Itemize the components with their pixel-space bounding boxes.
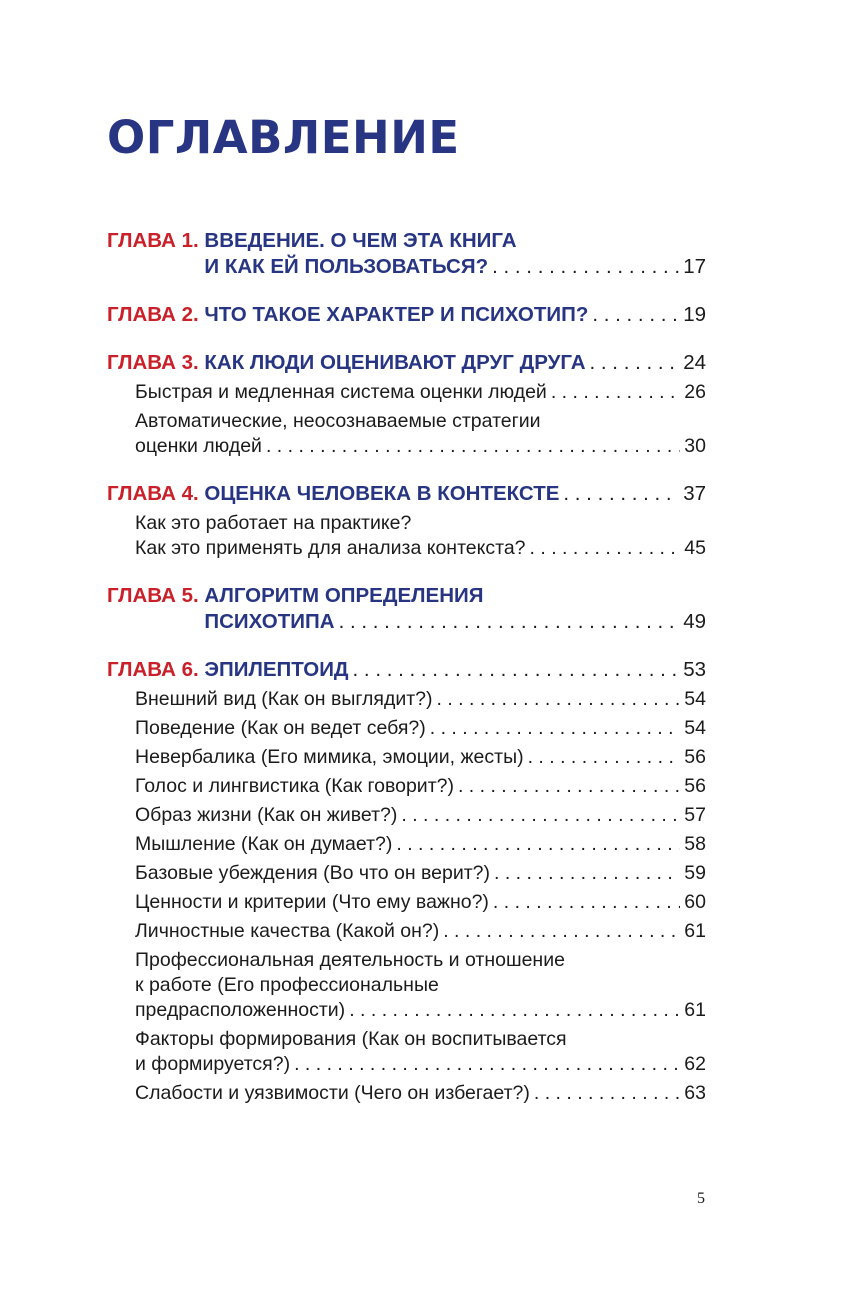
section-page-number: 61 [684,999,706,1021]
section-title: Ценности и критерии (Что ему важно?) [135,891,489,913]
chapter-page-number: 19 [683,303,706,326]
section-title: Образ жизни (Как он живет?) [135,804,398,826]
chapter-entry[interactable] [107,481,706,561]
dot-leader [443,919,680,944]
chapter-page-number: 24 [683,351,706,374]
chapter-title: ОЦЕНКА ЧЕЛОВЕКА В КОНТЕКСТЕ [204,482,560,505]
dot-leader [551,380,680,405]
section-entry[interactable] [135,716,706,741]
chapter-label: ГЛАВА 3. [107,351,199,374]
section-last-line [135,380,706,405]
chapter-title-last-line [204,609,706,635]
dot-leader [592,302,679,328]
chapter-title: КАК ЛЮДИ ОЦЕНИВАЮТ ДРУГ ДРУГА [204,351,586,374]
section-list [135,511,706,561]
section-entry[interactable] [135,919,706,944]
dot-leader [401,803,680,828]
section-entry[interactable] [135,511,706,561]
chapter-title-last-line [204,254,706,280]
dot-leader [528,745,681,770]
section-entry[interactable] [135,948,706,1023]
chapter-entry[interactable] [107,302,706,328]
chapter-heading [107,350,706,376]
chapter-entry[interactable] [107,657,706,1106]
dot-leader [430,716,681,741]
section-last-line [135,774,706,799]
chapter-title: И КАК ЕЙ ПОЛЬЗОВАТЬСЯ? [204,255,489,278]
chapter-title-last-line [204,657,706,683]
table-of-contents [107,228,706,1110]
section-page-number: 26 [684,381,706,403]
section-entry[interactable] [135,1027,706,1077]
section-page-number: 45 [684,537,706,559]
section-page-number: 57 [684,804,706,826]
section-page-number: 56 [684,775,706,797]
chapter-title-block [204,657,706,683]
chapter-title-block [204,228,706,280]
dot-leader [349,998,680,1023]
section-last-line [135,861,706,886]
chapter-label: ГЛАВА 2. [107,303,199,326]
section-title: Голос и лингвистика (Как говорит?) [135,775,454,797]
section-title: Личностные качества (Какой он?) [135,920,440,942]
section-title: Мышление (Как он думает?) [135,833,393,855]
chapter-page-number: 37 [683,482,706,505]
dot-leader [530,536,681,561]
chapter-title: ЧТО ТАКОЕ ХАРАКТЕР И ПСИХОТИП? [204,303,589,326]
chapter-title-line: АЛГОРИТМ ОПРЕДЕЛЕНИЯ [204,584,484,607]
section-last-line [135,832,706,857]
section-title: и формируется?) [135,1053,291,1075]
section-title-line: к работе (Его профессиональные [135,974,439,996]
chapter-entry[interactable] [107,583,706,635]
section-entry[interactable] [135,832,706,857]
section-title-line: Автоматические, неосознаваемые стратегии [135,410,541,432]
section-page-number: 60 [684,891,706,913]
section-page-number: 59 [684,862,706,884]
dot-leader [294,1052,680,1077]
section-title: Быстрая и медленная система оценки людей [135,381,547,403]
section-entry[interactable] [135,409,706,459]
section-last-line [135,745,706,770]
section-page-number: 58 [684,833,706,855]
section-page-number: 63 [684,1082,706,1104]
chapter-title: ПСИХОТИПА [204,610,335,633]
section-page-number: 61 [684,920,706,942]
chapter-label: ГЛАВА 6. [107,658,199,681]
section-title: предрасположенности) [135,999,346,1021]
section-entry[interactable] [135,890,706,915]
section-entry[interactable] [135,380,706,405]
chapter-title-line: ВВЕДЕНИЕ. О ЧЕМ ЭТА КНИГА [204,229,517,252]
section-last-line [135,434,706,459]
chapter-page-number: 17 [683,255,706,278]
chapter-label: ГЛАВА 4. [107,482,199,505]
section-title: оценки людей [135,435,262,457]
section-last-line [135,803,706,828]
section-last-line [135,687,706,712]
section-entry[interactable] [135,803,706,828]
section-last-line [135,716,706,741]
chapter-title-block [204,302,706,328]
chapter-heading [107,583,706,635]
section-title-line: Факторы формирования (Как он воспитывается [135,1028,567,1050]
section-last-line [135,1052,706,1077]
section-entry[interactable] [135,687,706,712]
section-list [135,687,706,1106]
chapter-label: ГЛАВА 5. [107,584,199,607]
section-title: Базовые убеждения (Во что он верит?) [135,862,490,884]
section-title: Внешний вид (Как он выглядит?) [135,688,433,710]
dot-leader [353,657,680,683]
chapter-title: ЭПИЛЕПТОИД [204,658,349,681]
section-entry[interactable] [135,774,706,799]
section-title-line: Профессиональная деятельность и отношение [135,949,565,971]
page-title: ОГЛАВЛЕНИЕ [107,111,460,164]
chapter-entry[interactable] [107,228,706,280]
section-title: Слабости и уязвимости (Чего он избегает?) [135,1082,530,1104]
section-title-line: Как это работает на практике? [135,512,412,534]
chapter-title-block [204,350,706,376]
chapter-page-number: 53 [683,658,706,681]
chapter-heading [107,302,706,328]
dot-leader [493,890,680,915]
chapter-label: ГЛАВА 1. [107,229,199,252]
dot-leader [339,609,680,635]
section-entry[interactable] [135,1081,706,1106]
section-page-number: 56 [684,746,706,768]
section-list [135,380,706,459]
dot-leader [494,861,680,886]
dot-leader [534,1081,680,1106]
section-page-number: 54 [684,717,706,739]
chapter-title-last-line [204,481,706,507]
dot-leader [396,832,680,857]
section-last-line [135,998,706,1023]
section-title: Невербалика (Его мимика, эмоции, жесты) [135,746,524,768]
chapter-title-last-line [204,350,706,376]
section-page-number: 30 [684,435,706,457]
chapter-title-last-line [204,302,706,328]
section-title: Поведение (Как он ведет себя?) [135,717,426,739]
section-page-number: 54 [684,688,706,710]
dot-leader [458,774,680,799]
chapter-title-block [204,481,706,507]
chapter-entry[interactable] [107,350,706,459]
page-number: 5 [697,1190,705,1207]
dot-leader [437,687,681,712]
chapter-heading [107,481,706,507]
dot-leader [266,434,680,459]
section-page-number: 62 [684,1053,706,1075]
section-last-line [135,919,706,944]
chapter-heading [107,228,706,280]
section-entry[interactable] [135,745,706,770]
section-entry[interactable] [135,861,706,886]
section-last-line [135,890,706,915]
chapter-page-number: 49 [683,610,706,633]
dot-leader [563,481,679,507]
chapter-heading [107,657,706,683]
dot-leader [590,350,680,376]
chapter-title-block [204,583,706,635]
section-last-line [135,1081,706,1106]
dot-leader [492,254,679,280]
section-last-line [135,536,706,561]
section-title: Как это применять для анализа контекста? [135,537,526,559]
